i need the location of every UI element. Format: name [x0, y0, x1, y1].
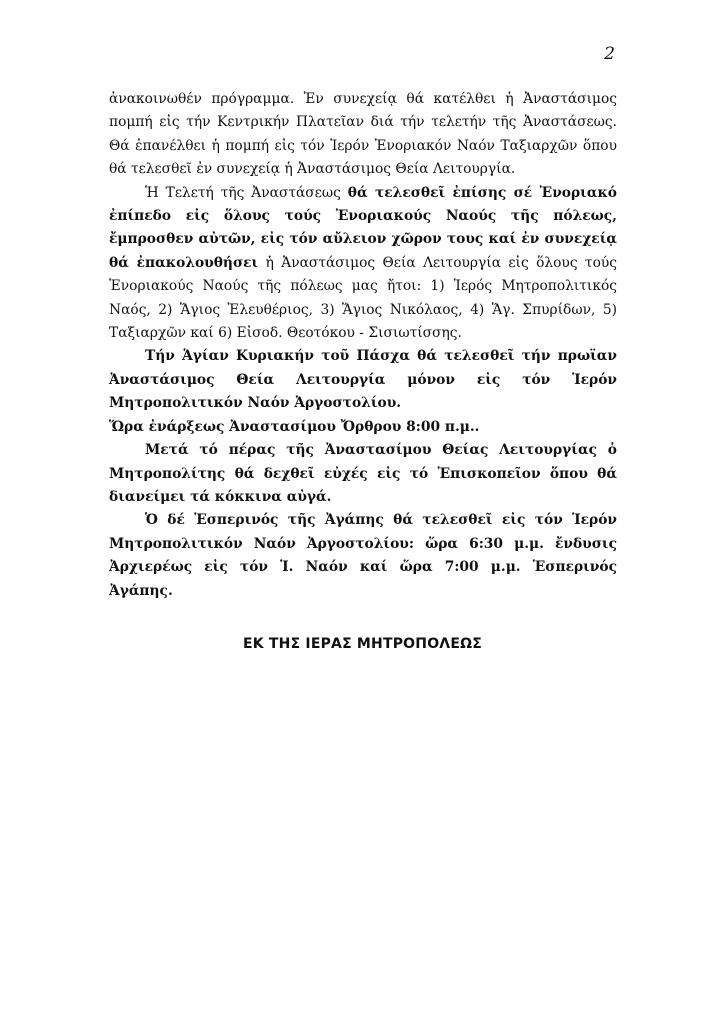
ceremony-intro-text: Ἡ Τελετή τῆς Ἀναστάσεως — [145, 184, 348, 201]
paragraph-resurrection-ceremony — [109, 182, 617, 346]
paragraph-vespers-of-love: Ὁ δέ Ἑσπερινός τῆς Ἀγάπης θά τελεσθεῖ εἰς τόν Ἱερόν Μητροπολιτικόν Ναόν Ἀργοστολίου: ὥρα 6:30 μ.μ. ἔνδυσις Ἀρχιερέως εἰς τόν Ἱ. Ναόν καί ὥρα 7:00 μ.μ. Ἑσπερινός Ἀγάπης. — [109, 512, 617, 599]
page-number: 2 — [604, 44, 615, 64]
ceremony-parishes-text: ἡ Ἀναστάσιμος Θεία Λειτουργία εἰς ὅλους τούς Ἐνοριακούς Ναούς τῆς πόλεως μας ἤτοι: 1) Ἱερός Μητροπολιτικός Ναός, 2) Ἅγιος Ἐλευθέριος, 3) Ἅγιος Νικόλαος, 4) Ἅγ. Σπυρίδων, 5) Ταξιαρχῶν καί 6) Εἰσοδ. Θεοτόκου - Σισιωτίσσης. — [109, 254, 617, 342]
paragraph-easter-sunday: Τήν Ἁγίαν Κυριακήν τοῦ Πάσχα θά τελεσθεῖ τήν πρωϊαν Ἀναστάσιμος Θεία Λειτουργία μόνον εἰς τόν Ἱερόν Μητροπολιτικόν Ναόν Ἀργοστολίου. — [109, 348, 617, 412]
paragraph-orthros-time: Ὥρα ἐνάρξεως Ἀναστασίμου Ὄρθρου 8:00 π.μ.. — [109, 418, 480, 435]
closing-signature: ΕΚ ΤΗΣ ΙΕΡΑΣ ΜΗΤΡΟΠΟΛΕΩΣ — [243, 636, 482, 652]
ceremony-emphasis-text: θά τελεσθεῖ ἐπίσης σέ Ἐνοριακό ἐπίπεδο εἰς ὅλους τούς Ἐνοριακούς Ναούς τῆς πόλεως, ἔμπροσθεν αὐτῶν, εἰς τόν αὔλειον χῶρον τους καί ἐν συνεχείᾳ θά ἐπακολουθήσει — [109, 184, 617, 271]
document-body — [109, 88, 617, 603]
paragraph-red-eggs: Μετά τό πέρας τῆς Ἀναστασίμου Θείας Λειτουργίας ὁ Μητροπολίτης θά δεχθεῖ εὐχές εἰς τό Ἐπισκοπεῖον ὅπου θά διανείμει τά κόκκινα αὐγά. — [109, 442, 617, 505]
paragraph-procession: ἀνακοινωθέν πρόγραμμα. Ἐν συνεχείᾳ θά κατέλθει ἡ Ἀναστάσιμος πομπή εἰς τήν Κεντρικήν Πλατεῖαν διά τήν τελετήν τῆς Ἀναστάσεως. Θά ἐπανέλθει ἡ πομπή εἰς τόν Ἱερόν Ἐνοριακόν Ναόν Ταξιαρχῶν ὅπου θά τελεσθεῖ ἐν συνεχείᾳ ἡ Ἀναστάσιμος Θεία Λειτουργία. — [109, 91, 617, 178]
